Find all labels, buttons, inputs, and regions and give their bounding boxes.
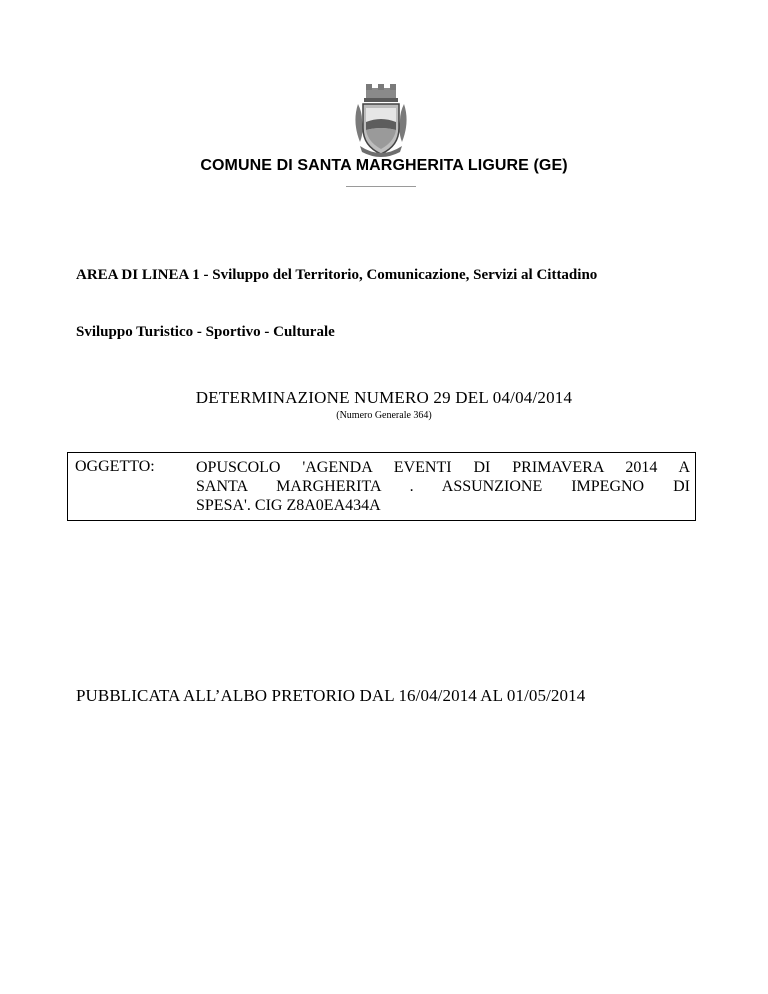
municipality-name: COMUNE DI SANTA MARGHERITA LIGURE (GE) xyxy=(200,157,568,174)
subject-box xyxy=(67,452,696,521)
department-section: Sviluppo Turistico - Sportivo - Culturale xyxy=(76,324,335,340)
subject-line: OPUSCOLO 'AGENDA EVENTI DI PRIMAVERA 2014 A xyxy=(196,459,690,476)
publication-notice: PUBBLICATA ALL’ALBO PRETORIO DAL 16/04/2014 AL 01/05/2014 xyxy=(76,686,586,705)
coat-of-arms-icon xyxy=(350,82,412,160)
subject-text xyxy=(196,458,690,515)
determination-title: DETERMINAZIONE NUMERO 29 DEL 04/04/2014 xyxy=(195,388,573,407)
general-number: (Numero Generale 364) xyxy=(336,410,432,421)
header-divider xyxy=(346,186,416,187)
subject-label: OGGETTO: xyxy=(75,458,155,475)
subject-line: SPESA'. CIG Z8A0EA434A xyxy=(196,497,381,514)
department-area: AREA DI LINEA 1 - Sviluppo del Territorio, Comunicazione, Servizi al Cittadino xyxy=(76,267,598,283)
subject-line: SANTA MARGHERITA . ASSUNZIONE IMPEGNO DI xyxy=(196,478,690,495)
